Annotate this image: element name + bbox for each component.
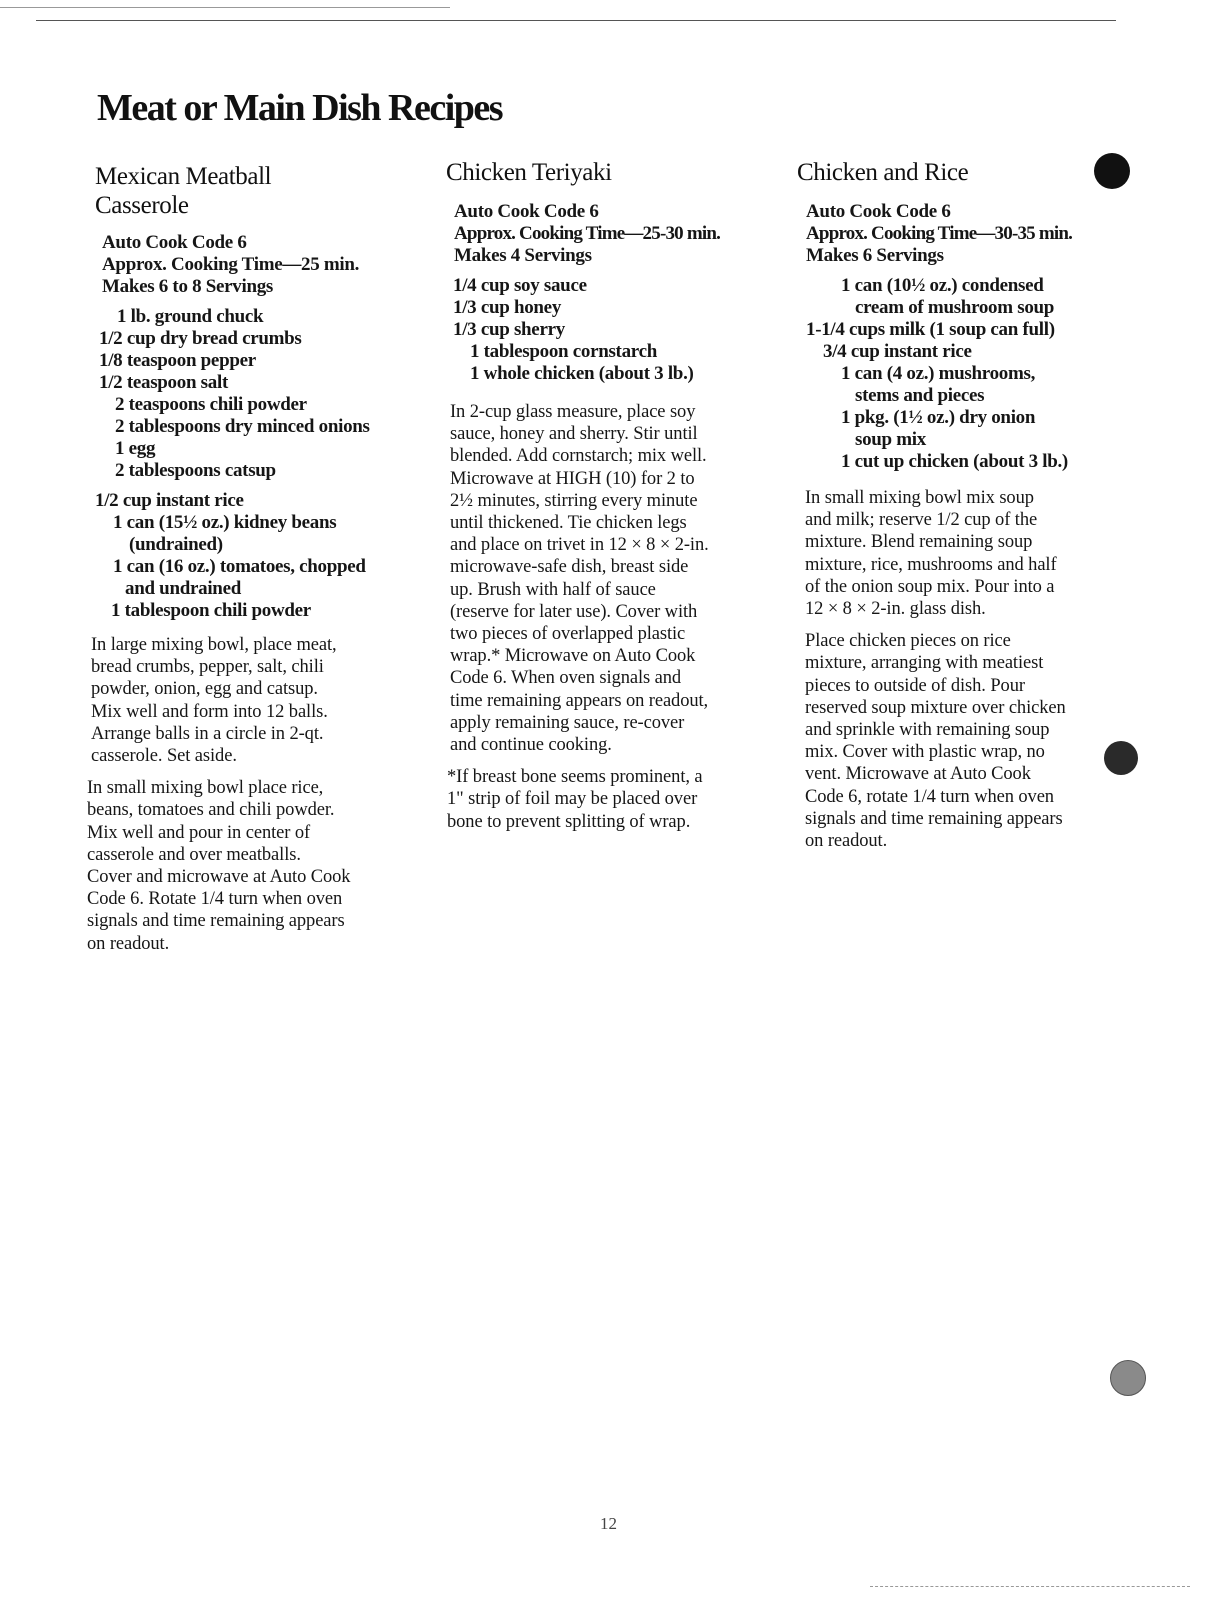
text-line: and milk; reserve 1/2 cup of the: [805, 510, 1038, 531]
servings: Makes 6 to 8 Servings: [102, 276, 274, 297]
text-line: beans, tomatoes and chili powder.: [87, 800, 335, 821]
binder-hole-icon: [1104, 741, 1138, 775]
directions-paragraph: [91, 634, 425, 767]
recipe-meta: [806, 201, 1117, 267]
ingredient: 1/2 cup dry bread crumbs: [99, 328, 302, 349]
ingredient: 1 lb. ground chuck: [117, 306, 264, 327]
ingredient: 1/3 cup sherry: [453, 319, 565, 340]
text-line: of the onion soup mix. Pour into a: [805, 576, 1055, 597]
ingredient: 1 can (16 oz.) tomatoes, chopped: [113, 556, 366, 577]
directions-paragraph: [450, 401, 776, 756]
text-line: 12 × 8 × 2-in. glass dish.: [805, 599, 986, 620]
recipe-title: [797, 158, 1117, 187]
text-line: two pieces of overlapped plastic: [450, 624, 686, 645]
auto-cook-code: Auto Cook Code 6: [454, 201, 599, 222]
ingredient: 1/4 cup soy sauce: [453, 275, 587, 296]
ingredient: 1 whole chicken (about 3 lb.): [470, 363, 694, 384]
binder-hole-icon: [1110, 1360, 1146, 1396]
directions-paragraph: [805, 487, 1117, 620]
text-line: signals and time remaining appears: [805, 808, 1063, 829]
ingredient: 1 egg: [115, 438, 156, 459]
ingredient: 1 pkg. (1½ oz.) dry onion: [841, 407, 1036, 428]
text-line: In small mixing bowl place rice,: [87, 778, 324, 799]
text-line: Code 6, rotate 1/4 turn when oven: [805, 786, 1054, 807]
ingredient: 1/2 cup instant rice: [95, 490, 244, 511]
top-rule-short: [0, 7, 450, 8]
text-line: signals and time remaining appears: [87, 911, 345, 932]
text-line: mixture. Blend remaining soup: [805, 532, 1033, 553]
auto-cook-code: Auto Cook Code 6: [806, 201, 951, 222]
text-line: Microwave at HIGH (10) for 2 to: [450, 468, 695, 489]
directions-paragraph: [87, 777, 425, 955]
text-line: on readout.: [805, 831, 888, 852]
ingredient: 1/8 teaspoon pepper: [99, 350, 256, 371]
directions-paragraph: [805, 630, 1117, 852]
cooking-time: Approx. Cooking Time—25 min.: [102, 254, 360, 275]
text-line: on readout.: [87, 933, 170, 954]
servings: Makes 6 Servings: [806, 245, 944, 266]
ingredient: 1-1/4 cups milk (1 soup can full): [806, 319, 1055, 340]
recipe-chicken-teriyaki: [446, 158, 776, 833]
ingredient: 1/3 cup honey: [453, 297, 562, 318]
text-line: 2½ minutes, stirring every minute: [450, 490, 698, 511]
top-rule-long: [36, 20, 1116, 21]
text-line: powder, onion, egg and catsup.: [91, 679, 318, 700]
ingredient-list: [797, 275, 1117, 473]
text-line: until thickened. Tie chicken legs: [450, 513, 687, 534]
text-line: Mix well and form into 12 balls.: [91, 701, 328, 722]
bottom-rule: [870, 1586, 1190, 1587]
ingredient: 2 tablespoons dry minced onions: [115, 416, 370, 437]
text-line: vent. Microwave at Auto Cook: [805, 764, 1031, 785]
ingredient: 1 can (10½ oz.) condensed: [841, 275, 1044, 296]
text-line: Place chicken pieces on rice: [805, 631, 1011, 652]
ingredient: 1 cut up chicken (about 3 lb.): [841, 451, 1068, 472]
text-line: sauce, honey and sherry. Stir until: [450, 424, 698, 445]
ingredient: (undrained): [129, 534, 223, 555]
recipe-mexican-meatball-casserole: [87, 162, 425, 955]
text-line: wrap.* Microwave on Auto Cook: [450, 646, 696, 667]
text-line: Mix well and pour in center of: [87, 822, 311, 843]
ingredient: stems and pieces: [855, 385, 985, 406]
recipe-chicken-and-rice: [797, 158, 1117, 852]
text-line: 1" strip of foil may be placed over: [447, 789, 698, 810]
text-line: Arrange balls in a circle in 2-qt.: [91, 723, 324, 744]
cooking-time: Approx. Cooking Time—25-30 min.: [454, 223, 721, 244]
ingredient: cream of mushroom soup: [855, 297, 1055, 318]
text-line: In small mixing bowl mix soup: [805, 488, 1034, 508]
recipe-meta: [454, 201, 776, 267]
text-line: Cover and microwave at Auto Cook: [87, 867, 351, 888]
text-line: (reserve for later use). Cover with: [450, 601, 698, 622]
text-line: pieces to outside of dish. Pour: [805, 675, 1025, 696]
ingredient: 1 tablespoon cornstarch: [470, 341, 657, 362]
text-line: apply remaining sauce, re-cover: [450, 712, 685, 733]
text-line: *If breast bone seems prominent, a: [447, 767, 703, 788]
page-number: 12: [600, 1514, 617, 1533]
text-line: In 2-cup glass measure, place soy: [450, 402, 696, 422]
recipe-title-line: Chicken and Rice: [797, 159, 969, 186]
text-line: and sprinkle with remaining soup: [805, 720, 1050, 741]
ingredient: and undrained: [125, 578, 241, 599]
text-line: In large mixing bowl, place meat,: [91, 635, 337, 655]
text-line: casserole and over meatballs.: [87, 844, 301, 865]
text-line: Code 6. When oven signals and: [450, 668, 682, 689]
ingredient: 1 can (15½ oz.) kidney beans: [113, 512, 337, 533]
ingredient: 3/4 cup instant rice: [823, 341, 972, 362]
recipe-title-line: Chicken Teriyaki: [446, 159, 612, 186]
ingredient-list: [446, 275, 776, 385]
footnote-paragraph: [447, 766, 776, 833]
text-line: bread crumbs, pepper, salt, chili: [91, 657, 324, 678]
cooking-time: Approx. Cooking Time—30-35 min.: [806, 223, 1073, 244]
text-line: microwave-safe dish, breast side: [450, 557, 689, 578]
ingredient: 1 can (4 oz.) mushrooms,: [841, 363, 1036, 384]
ingredient: 2 tablespoons catsup: [115, 460, 276, 481]
auto-cook-code: Auto Cook Code 6: [102, 232, 247, 253]
ingredient: 1 tablespoon chili powder: [111, 600, 311, 621]
servings: Makes 4 Servings: [454, 245, 592, 266]
page-title: Meat or Main Dish Recipes: [97, 87, 503, 129]
text-line: and place on trivet in 12 × 8 × 2-in.: [450, 535, 709, 556]
text-line: casserole. Set aside.: [91, 746, 237, 767]
ingredient-list: [95, 306, 425, 622]
binder-hole-icon: [1094, 153, 1130, 189]
ingredient: 2 teaspoons chili powder: [115, 394, 307, 415]
recipe-meta: [102, 232, 425, 298]
text-line: mixture, rice, mushrooms and half: [805, 554, 1057, 575]
recipe-title-line: Casserole: [95, 192, 189, 219]
text-line: up. Brush with half of sauce: [450, 579, 656, 600]
recipe-title: [95, 162, 425, 220]
text-line: time remaining appears on readout,: [450, 690, 709, 711]
text-line: blended. Add cornstarch; mix well.: [450, 446, 707, 467]
text-line: and continue cooking.: [450, 735, 612, 756]
ingredient: soup mix: [855, 429, 926, 450]
text-line: bone to prevent splitting of wrap.: [447, 811, 691, 832]
text-line: mixture, arranging with meatiest: [805, 653, 1044, 674]
text-line: reserved soup mixture over chicken: [805, 697, 1066, 718]
recipe-title: [446, 158, 776, 187]
text-line: mix. Cover with plastic wrap, no: [805, 742, 1045, 763]
ingredient: 1/2 teaspoon salt: [99, 372, 228, 393]
text-line: Code 6. Rotate 1/4 turn when oven: [87, 889, 343, 910]
recipe-title-line: Mexican Meatball: [95, 163, 272, 190]
